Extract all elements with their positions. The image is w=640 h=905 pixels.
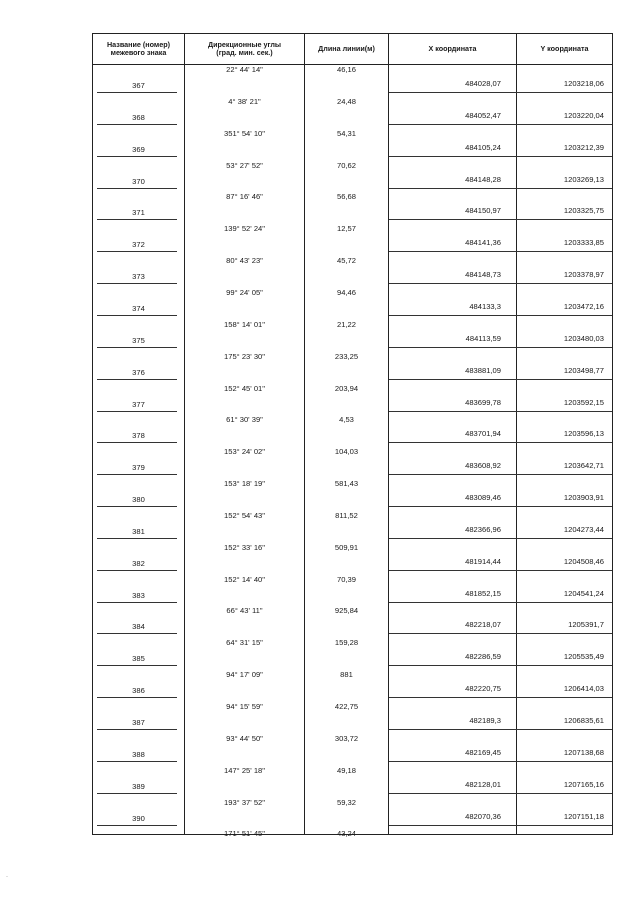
point-x: 484113,59 [465, 333, 501, 343]
point-y: 1203642,71 [563, 461, 604, 471]
point-y: 1207138,68 [563, 747, 604, 757]
point-name: 373 [132, 272, 145, 282]
point-separator [97, 633, 177, 634]
segment-length: 203,94 [334, 383, 359, 393]
segment-angle: 152° 54' 43" [224, 510, 265, 520]
point-x: 483701,94 [465, 429, 501, 439]
point-separator [97, 474, 177, 475]
point-name: 378 [132, 431, 145, 441]
point-separator [389, 379, 612, 380]
point-name: 383 [132, 590, 145, 600]
point-separator [389, 538, 612, 539]
point-name: 371 [132, 208, 145, 218]
segment-angle: 171° 51' 45" [224, 829, 265, 839]
point-x: 483881,09 [465, 365, 501, 375]
segment-length: 4,53 [339, 415, 354, 425]
segment-length: 233,25 [334, 351, 359, 361]
point-separator [389, 411, 612, 412]
header-length [305, 34, 388, 64]
point-x: 484052,47 [465, 110, 501, 120]
point-separator [389, 602, 612, 603]
segment-angle: 64° 31' 15" [226, 638, 263, 648]
point-x: 483608,92 [465, 461, 501, 471]
point-separator [97, 538, 177, 539]
margin-mark: · [6, 874, 8, 880]
segment-angle: 158° 14' 01" [224, 319, 265, 329]
point-name: 388 [132, 749, 145, 759]
segment-length: 104,03 [334, 447, 359, 457]
segment-angle: 152° 45' 01" [224, 383, 265, 393]
point-separator [389, 442, 612, 443]
point-separator [97, 347, 177, 348]
point-separator [389, 92, 612, 93]
point-separator [389, 633, 612, 634]
point-separator [97, 761, 177, 762]
point-y: 1203325,75 [563, 206, 604, 216]
point-y: 1204508,46 [563, 556, 604, 566]
point-y: 1203480,03 [563, 333, 604, 343]
point-separator [97, 825, 177, 826]
point-separator [97, 283, 177, 284]
point-separator [97, 697, 177, 698]
point-separator [389, 283, 612, 284]
point-x: 483699,78 [465, 397, 501, 407]
point-name: 380 [132, 495, 145, 505]
point-name: 386 [132, 686, 145, 696]
point-x: 482218,07 [465, 620, 501, 630]
point-y: 1203218,06 [563, 79, 604, 88]
point-separator [97, 379, 177, 380]
segment-length: 811,52 [335, 510, 358, 520]
point-y: 1203903,91 [563, 493, 604, 503]
point-separator [97, 570, 177, 571]
segment-length: 70,62 [336, 160, 356, 170]
point-x: 484141,36 [465, 238, 501, 248]
header-y [517, 34, 612, 64]
point-y: 1203220,04 [563, 110, 604, 120]
column-divider [184, 34, 185, 834]
segment-length: 56,68 [336, 192, 356, 202]
point-separator [97, 219, 177, 220]
segment-angle: 22° 44' 14" [226, 65, 263, 74]
header-x-label: X координата [428, 44, 477, 53]
point-x: 484105,24 [465, 142, 501, 152]
point-x: 484133,3 [469, 301, 501, 311]
segment-angle: 87° 16' 46" [226, 192, 263, 202]
point-separator [389, 570, 612, 571]
point-name: 379 [132, 463, 145, 473]
segment-angle: 53° 27' 52" [226, 160, 263, 170]
segment-angle: 61° 30' 39" [226, 415, 263, 425]
point-separator [389, 315, 612, 316]
point-name: 384 [132, 622, 145, 632]
point-separator [97, 92, 177, 93]
point-y: 1203378,97 [563, 270, 604, 280]
point-separator [389, 793, 612, 794]
point-separator [389, 251, 612, 252]
point-separator [97, 793, 177, 794]
point-name: 390 [132, 813, 145, 823]
segment-angle: 193° 37' 52" [224, 797, 265, 807]
point-x: 482189,3 [469, 716, 501, 725]
segment-angle: 153° 18' 19" [224, 479, 265, 489]
point-separator [97, 442, 177, 443]
point-separator [389, 188, 612, 189]
segment-angle: 139° 52' 24" [224, 224, 265, 234]
header-angle-line1: Дирекционные углы [207, 40, 282, 49]
segment-angle: 94° 17' 09" [226, 670, 263, 680]
segment-length: 54,31 [336, 128, 356, 138]
header-name [93, 34, 184, 64]
header-y-label: Y координата [540, 44, 589, 53]
segment-length: 12,57 [336, 224, 356, 234]
point-x: 484148,73 [465, 270, 501, 280]
point-separator [389, 474, 612, 475]
point-x: 484150,97 [465, 206, 501, 216]
point-separator [389, 665, 612, 666]
column-divider [304, 34, 305, 834]
point-separator [389, 156, 612, 157]
segment-angle: 93° 44' 50" [226, 733, 263, 743]
point-x: 482169,45 [465, 747, 501, 757]
point-separator [97, 729, 177, 730]
segment-length: 59,32 [336, 797, 356, 807]
point-y: 1203498,77 [563, 365, 604, 375]
point-y: 1206835,61 [563, 716, 604, 725]
segment-angle: 4° 38' 21" [228, 96, 261, 106]
point-name: 368 [132, 112, 145, 122]
point-name: 369 [132, 144, 145, 154]
header-length-label: Длина линии(м) [318, 44, 375, 53]
point-separator [389, 729, 612, 730]
segment-length: 581,43 [334, 479, 359, 489]
segment-length: 45,72 [336, 256, 356, 266]
point-name: 374 [132, 303, 145, 313]
segment-length: 422,75 [334, 702, 359, 711]
point-x: 482070,36 [465, 811, 501, 821]
point-x: 483089,46 [465, 493, 501, 503]
point-name: 376 [132, 367, 145, 377]
segment-angle: 80° 43' 23" [226, 256, 263, 266]
point-separator [97, 315, 177, 316]
point-y: 1204273,44 [563, 524, 604, 534]
point-separator [97, 411, 177, 412]
segment-length: 70,39 [336, 574, 356, 584]
point-name: 382 [132, 558, 145, 568]
point-x: 482220,75 [465, 684, 501, 694]
header-name-line2: межевого знака [110, 48, 167, 57]
segment-length: 303,72 [334, 733, 359, 743]
point-x: 482286,59 [465, 652, 501, 662]
segment-length: 925,84 [334, 606, 359, 616]
point-separator [389, 124, 612, 125]
point-y: 1206414,03 [563, 684, 604, 694]
header-name-line1: Название (номер) [106, 40, 171, 49]
point-x: 484028,07 [465, 79, 501, 88]
point-x: 481914,44 [465, 556, 501, 566]
point-name: 372 [132, 240, 145, 250]
segment-angle: 66° 43' 11" [226, 606, 263, 616]
segment-angle: 152° 14' 40" [224, 574, 265, 584]
header-angle-line2: (град. мин. сек.) [216, 48, 273, 57]
point-separator [389, 219, 612, 220]
point-name: 370 [132, 176, 145, 186]
point-y: 1207165,16 [563, 779, 604, 789]
point-y: 1204541,24 [563, 588, 604, 598]
segment-length: 43,24 [336, 829, 356, 839]
segment-angle: 94° 15' 59" [226, 702, 263, 711]
segment-length: 46,16 [336, 65, 356, 74]
point-separator [97, 124, 177, 125]
segment-angle: 147° 25' 18" [224, 765, 265, 775]
point-x: 481852,15 [465, 588, 501, 598]
point-name: 377 [132, 399, 145, 409]
segment-length: 49,18 [336, 765, 356, 775]
point-x: 482366,96 [465, 524, 501, 534]
point-y: 1207151,18 [563, 811, 604, 821]
point-y: 1203212,39 [563, 142, 604, 152]
point-x: 484148,28 [465, 174, 501, 184]
point-separator [389, 825, 612, 826]
point-x: 482128,01 [465, 779, 501, 789]
point-y: 1203269,13 [563, 174, 604, 184]
point-separator [389, 761, 612, 762]
point-separator [97, 506, 177, 507]
header-x [389, 34, 516, 64]
point-separator [97, 156, 177, 157]
point-separator [97, 251, 177, 252]
point-y: 1203596,13 [563, 429, 604, 439]
segment-length: 881 [340, 670, 353, 680]
point-separator [97, 602, 177, 603]
boundary-coordinates-table [92, 33, 613, 839]
point-separator [97, 665, 177, 666]
segment-length: 509,91 [334, 542, 359, 552]
point-separator [389, 506, 612, 507]
segment-angle: 99° 24' 05" [226, 287, 263, 297]
point-name: 387 [132, 718, 145, 727]
point-name: 381 [132, 526, 145, 536]
header-angle [185, 34, 304, 64]
point-name: 385 [132, 654, 145, 664]
segment-angle: 152° 33' 16" [224, 542, 265, 552]
point-separator [97, 188, 177, 189]
point-name: 375 [132, 335, 145, 345]
segment-angle: 351° 54' 10" [224, 128, 265, 138]
point-y: 1203592,15 [563, 397, 604, 407]
point-y: 1205391,7 [568, 620, 604, 630]
segment-length: 94,46 [336, 287, 356, 297]
point-separator [389, 347, 612, 348]
point-name: 389 [132, 781, 145, 791]
segment-length: 159,28 [334, 638, 359, 648]
segment-angle: 153° 24' 02" [224, 447, 265, 457]
segment-length: 21,22 [336, 319, 356, 329]
point-name: 367 [132, 81, 145, 90]
point-y: 1203333,85 [563, 238, 604, 248]
segment-length: 24,48 [336, 96, 356, 106]
point-separator [389, 697, 612, 698]
segment-angle: 175° 23' 30" [224, 351, 265, 361]
point-y: 1205535,49 [563, 652, 604, 662]
point-y: 1203472,16 [563, 301, 604, 311]
